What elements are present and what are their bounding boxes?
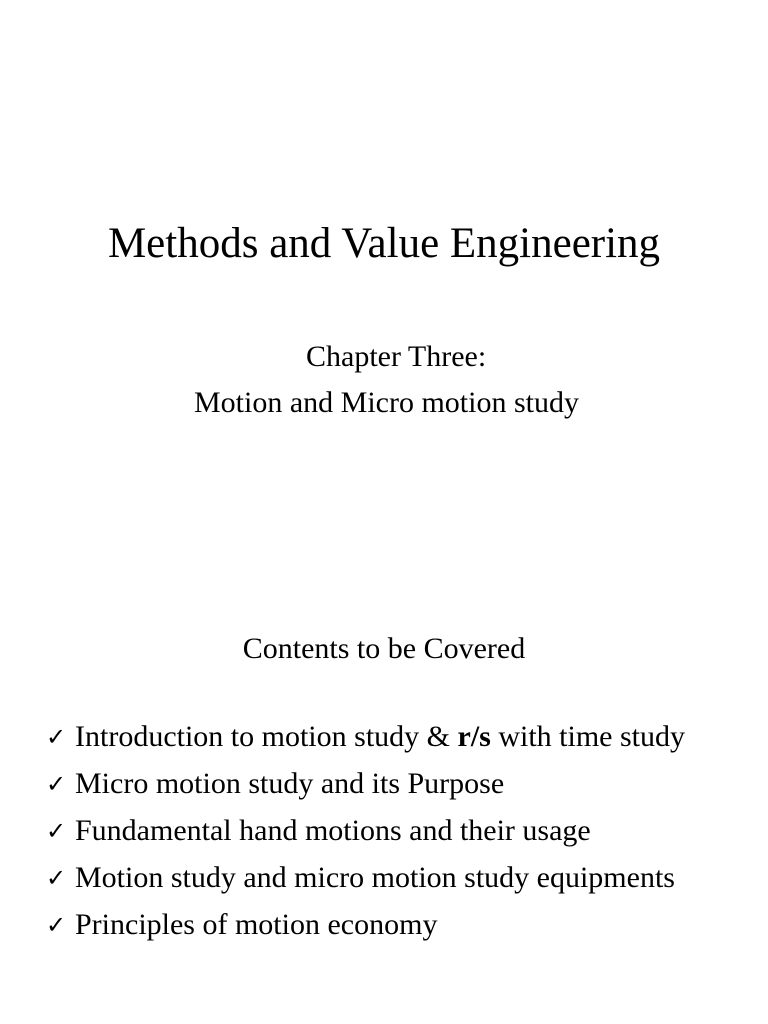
list-item-bold-text: r/s (457, 720, 491, 753)
check-icon: ✓ (46, 817, 67, 845)
slide-title: Methods and Value Engineering (107, 220, 661, 267)
list-item-text: Motion study and micro motion study equipments (75, 861, 675, 894)
check-icon: ✓ (46, 723, 67, 751)
list-item (44, 904, 754, 946)
chapter-heading (0, 334, 768, 426)
list-item-text: Fundamental hand motions and their usage (75, 814, 591, 847)
list-item-text: Micro motion study and its Purpose (75, 767, 505, 800)
list-item-text: with time study (490, 720, 685, 753)
list-item (44, 857, 754, 899)
check-icon: ✓ (46, 770, 67, 798)
contents-heading: Contents to be Covered (242, 632, 526, 665)
list-item (44, 810, 754, 852)
check-icon: ✓ (46, 911, 67, 939)
check-icon: ✓ (46, 864, 67, 892)
list-item-text: Introduction to motion study & (75, 720, 458, 753)
chapter-label: Chapter Three: (306, 340, 487, 373)
list-item (44, 763, 754, 805)
list-item-text: Principles of motion economy (75, 908, 438, 941)
list-item (44, 716, 754, 758)
chapter-title: Motion and Micro motion study (194, 386, 579, 419)
contents-list (44, 716, 754, 951)
